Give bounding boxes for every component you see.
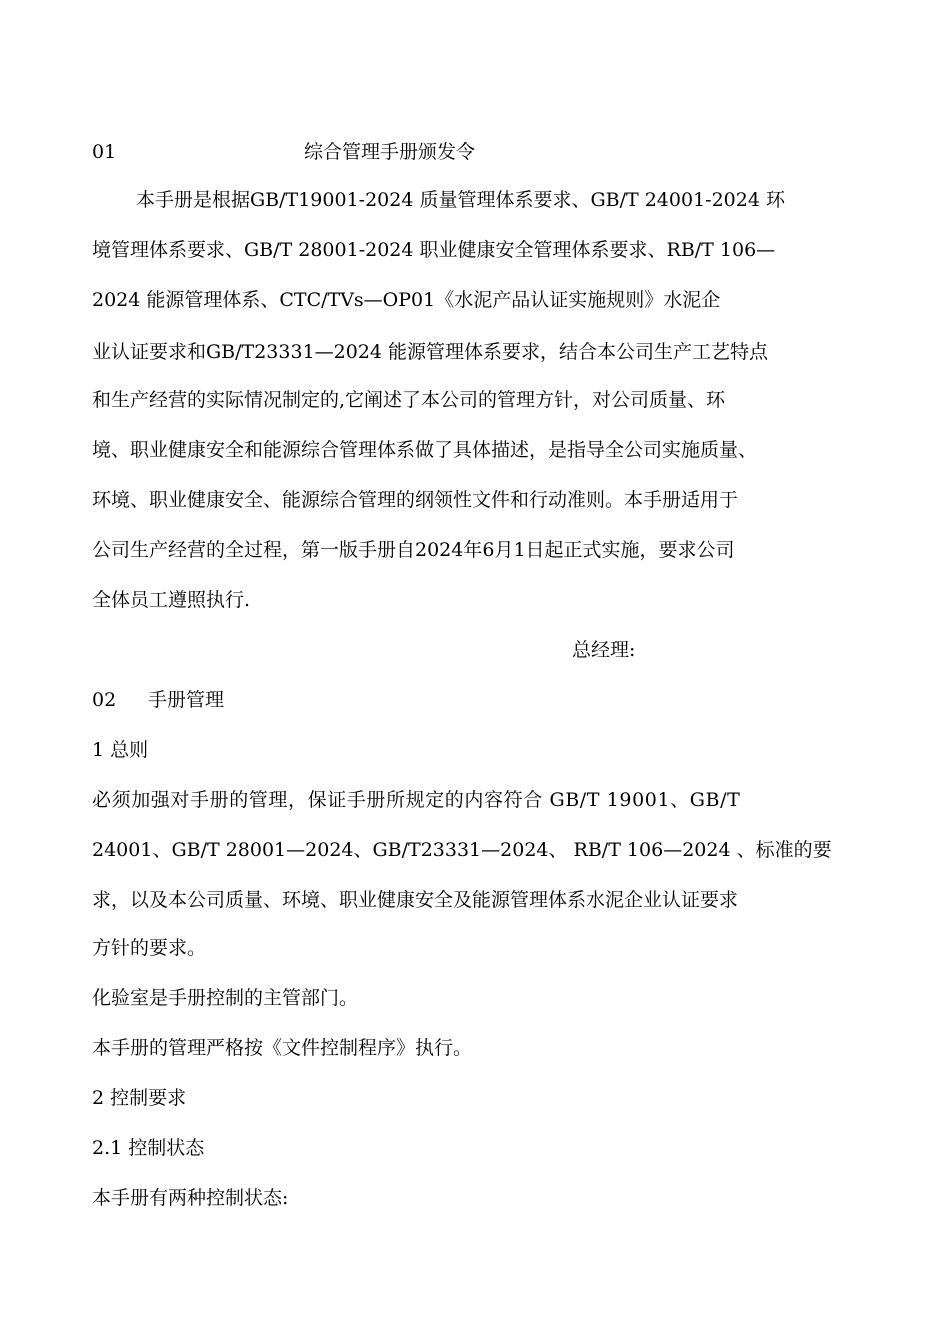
body-line: 求，以及本公司质量、环境、职业健康安全及能源管理体系水泥企业认证要求 xyxy=(92,889,739,911)
body-line: 境、职业健康安全和能源综合管理体系做了具体描述，是指导全公司实施质量、 xyxy=(92,439,758,461)
body-line: 方针的要求。 xyxy=(92,937,207,959)
section-02-number: 02 xyxy=(92,689,117,711)
body-line: 业认证要求和GB/T23331—2024 能源管理体系要求，结合本公司生产工艺特点 xyxy=(92,341,769,363)
body-line: 2024 能源管理体系、CTC/TVs—OP01《水泥产品认证实施规则》水泥企 xyxy=(92,289,721,311)
body-line: 必须加强对手册的管理，保证手册所规定的内容符合 GB/T 19001、GB/T xyxy=(92,789,741,811)
heading-control-status: 2.1 控制状态 xyxy=(92,1137,205,1159)
body-line: 24001、GB/T 28001—2024、GB/T23331—2024、 RB/T 106—2024 、标准的要 xyxy=(92,839,832,861)
body-line: 本手册有两种控制状态: xyxy=(92,1187,289,1209)
section-02-heading xyxy=(92,687,225,713)
section-02-title: 手册管理 xyxy=(148,689,225,711)
body-line: 公司生产经营的全过程，第一版手册自2024年6月1日起正式实施，要求公司 xyxy=(92,539,735,561)
body-line: 环境、职业健康安全、能源综合管理的纲领性文件和行动准则。本手册适用于 xyxy=(92,489,739,511)
heading-general: 1 总则 xyxy=(92,739,149,761)
section-01-title: 综合管理手册颁发令 xyxy=(304,141,476,163)
body-line: 境管理体系要求、GB/T 28001-2024 职业健康安全管理体系要求、RB/T 106— xyxy=(92,239,776,261)
signature-label: 总经理: xyxy=(572,639,636,661)
body-line: 全体员工遵照执行. xyxy=(92,589,251,611)
body-line: 本手册是根据GB/T19001-2024 质量管理体系要求、GB/T 24001-2024 环 xyxy=(136,189,785,211)
body-line: 本手册的管理严格按《文件控制程序》执行。 xyxy=(92,1037,473,1059)
section-01-number: 01 xyxy=(92,141,117,163)
body-line: 和生产经营的实际情况制定的,它阐述了本公司的管理方针，对公司质量、环 xyxy=(92,389,726,411)
body-line: 化验室是手册控制的主管部门。 xyxy=(92,987,359,1009)
heading-control-requirements: 2 控制要求 xyxy=(92,1087,187,1109)
section-01-heading xyxy=(92,139,476,165)
